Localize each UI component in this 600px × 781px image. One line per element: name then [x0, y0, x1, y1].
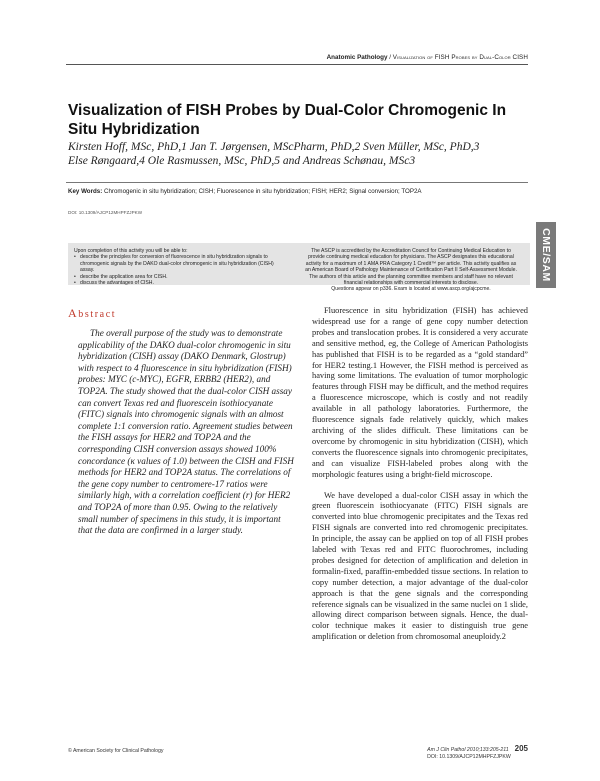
keywords — [68, 188, 528, 196]
accreditation-text-1: The ASCP is accredited by the Accreditation Council for Continuing Medical Education to provide continuing medical education for physicians. The ASCP designates this educational activity for a maximum of 1 AMA PRA Category 1 Credit™ per article. This activity qualifies as an American Board of Pathology Maintenance of Certification Part II Self-Assessment Module. — [305, 248, 517, 274]
article-doi: DOI: 10.1309/AJCP12MHPFZJPKW — [68, 210, 143, 215]
cme-box — [68, 243, 530, 293]
learning-objectives — [74, 248, 274, 286]
article-title: Visualization of FISH Probes by Dual-Color Chromogenic In Situ Hybridization — [68, 102, 507, 138]
keywords-text: Chromogenic in situ hybridization; CISH; Fluorescence in situ hybridization; FISH; HER2; Signal conversion; TOP2A — [102, 188, 422, 195]
page-number: 205 — [514, 744, 528, 753]
body-paragraph: We have developed a dual-color CISH assay in which the green fluorescein isothiocyanate (FITC) FISH signals are converted into blue chromogenic precipitates and the Texas red FISH signals are converted into red chromogenic precipitates. In principle, the assay can be applied on top of all FISH probes labeled with Texas red and FITC fluorochromes, including probes designed for detection of amplification and deletion in formalin-fixed, paraffin-embedded tissue sections. In relation to copy number detection, a major advantage of the dual-color approach is that the gene signals and the corresponding reference signals can be visualized in the same nuclei on 1 slide, allowing direct comparison between signals. Hence, the dual-color technique makes it easier to distinguish true gene amplification or deletion from chromosomal aneuploidy.2 — [312, 490, 528, 642]
objective-item: • describe the principles for conversion of fluorescence in situ hybridization signals to chromogenic signals by the DAKO dual-color chromogenic in situ hybridization (CISH) assay. — [74, 254, 274, 273]
authors-line-1: Kirsten Hoff, MSc, PhD,1 Jan T. Jørgensen, MScPharm, PhD,2 Sven Müller, MSc, PhD,3 — [68, 141, 480, 153]
body-column — [312, 306, 528, 643]
header-separator: / — [387, 54, 393, 61]
citation-text: Am J Clin Pathol 2010;133:205-211 — [427, 747, 509, 753]
objectives-intro: Upon completion of this activity you will be able to: — [74, 248, 188, 254]
keywords-label: Key Words: — [68, 188, 103, 195]
authors-line-2: Else Røngaard,4 Ole Rasmussen, MSc, PhD,5 and Andreas Schønau, MSc3 — [68, 155, 416, 167]
footer-citation — [427, 745, 528, 761]
objectives-list — [74, 254, 274, 286]
keywords-rule — [66, 182, 528, 183]
accreditation-text-3: Questions appear on p336. Exam is located at www.ascp.org/ajcpcme. — [331, 286, 491, 293]
copyright: © American Society for Clinical Pathology — [68, 748, 164, 754]
objective-item: • discuss the advantages of CISH. — [74, 280, 274, 286]
section-name: Anatomic Pathology — [326, 54, 388, 61]
accreditation-statement — [304, 248, 518, 293]
abstract-text: The overall purpose of the study was to demonstrate applicability of the DAKO dual-color chromogenic in situ hybridization (CISH) assay (DAKO Denmark, Glostrup) with respect to 4 fluorescence in situ hybridization (FISH) probes: MYC (c-MYC), EGFR, ERBB2 (HER2), and TOP2A. The study showed that the dual-color CISH assay can convert Texas red and fluorescein isothiocyanate (FITC) signals into chromogenic signals with an almost complete 1:1 conversion ratio. Agreement studies between the FISH assays for HER2 and TOP2A and the corresponding CISH conversion assays showed 100% concordance (κ values of 1.0) between the CISH and FISH methods for HER2 and TOP2A status. The correlations of the gene copy number to centromere-17 ratios were similarly high, with a correlation coefficient (r) for HER2 and TOP2A of more than 0.95. Owing to the relatively small number of specimens in this study, it is important that the data are confirmed in a larger study. — [78, 328, 294, 536]
footer-doi: DOI: 10.1309/AJCP12MHPFZJPKW — [427, 754, 511, 760]
body-paragraph: Fluorescence in situ hybridization (FISH) has achieved widespread use for a range of gene copy number detection probes and translocation probes. It is considered a very accurate and sensitive method, eg, the College of American Pathologists has published that FISH is to be regarded as a “gold standard” for HER2 testing.1 However, the FISH method is perceived as having some limitations. The evaluation of tumor morphologic features through FISH may be difficult, and the method requires a fluorescence microscope, which is costly and not readily available in all pathology laboratories. Furthermore, the fluorescence signals fade relatively quickly, which makes archiving of the slides difficult. These limitations can be overcome by chromogenic in situ hybridization (CISH), which converts the fluorescence signals into chromogenic precipitates, and can visualize FISH-labeled probes along with the morphologic features using a bright-field microscope. — [312, 306, 528, 479]
header-rule — [66, 64, 528, 65]
cme-sam-label: CME/SAM — [540, 228, 552, 282]
author-list — [68, 140, 528, 168]
objective-item: • describe the application area for CISH. — [74, 274, 274, 280]
running-header — [327, 54, 528, 61]
abstract-body — [78, 328, 296, 537]
cme-sam-tab — [536, 222, 556, 288]
running-title: Visualization of FISH Probes by Dual-Color CISH — [392, 54, 528, 61]
abstract-heading: Abstract — [68, 306, 117, 320]
accreditation-text-2: The authors of this article and the planning committee members and staff have no relevant financial relationships with commercial interests to disclose. — [309, 273, 513, 287]
